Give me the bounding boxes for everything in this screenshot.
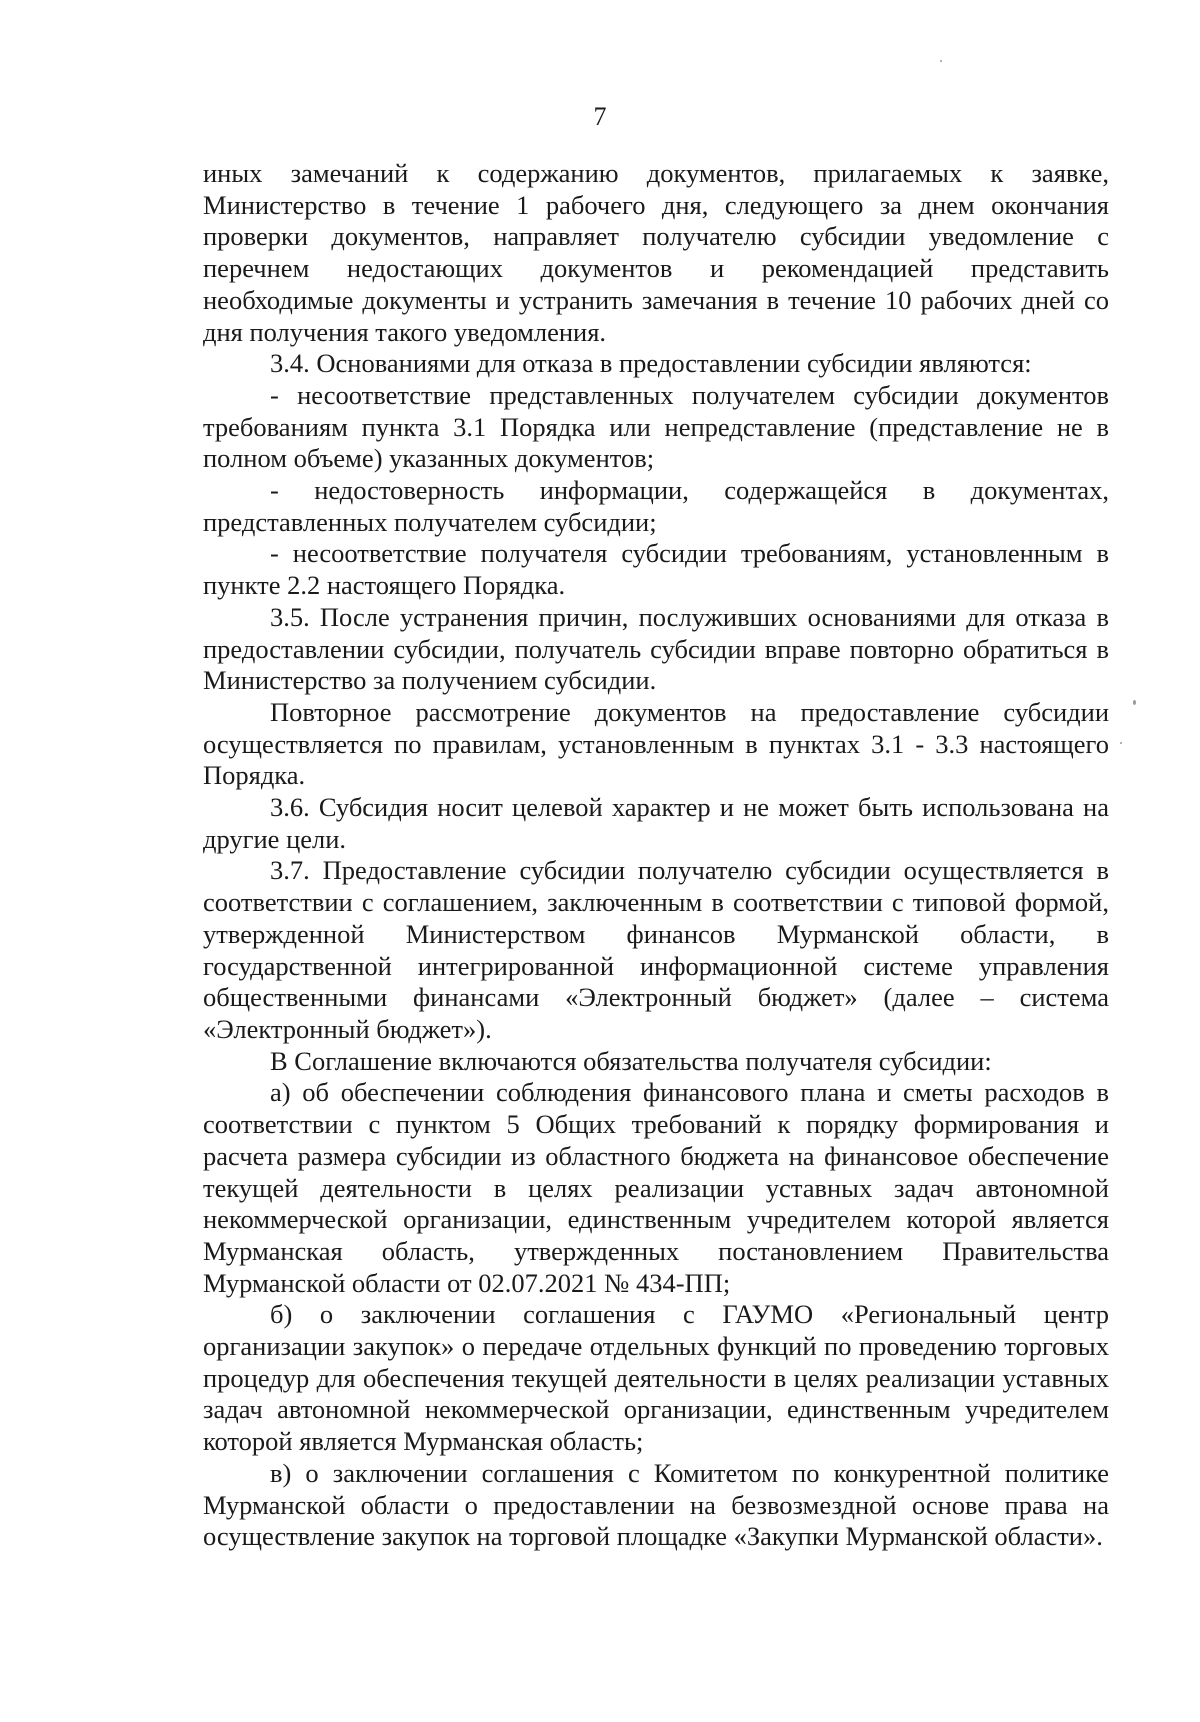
list-item-a: а) об обеспечении соблюдения финансового плана и сметы расходов в соответствии с пунктом 5 Общих требований к порядку формирования и расчета размера субсидии из областного бюджета на финансовое обеспечение текущей деятельности в целях реализации уставных задач автономной некоммерческой организации, единственным учредителем которой является Мурманская область, утвержденных постановлением Правительства Мурманской области от 02.07.2021 № 434-ПП;: [203, 1077, 1109, 1298]
list-item-nonconformity-recipient: - несоответствие получателя субсидии требованиям, установленным в пункте 2.2 настоящего Порядка.: [203, 538, 1109, 601]
scan-speck: [1120, 742, 1122, 744]
document-body: [203, 158, 1109, 1553]
page-number: 7: [593, 102, 607, 131]
paragraph-3-7: 3.7. Предоставление субсидии получателю субсидии осуществляется в соответствии с соглашением, заключенным в соответствии с типовой формой, утвержденной Министерством финансов Мурманской области, в государственной интегрированной информационной системе управления общественными финансами «Электронный бюджет» (далее – система «Электронный бюджет»).: [203, 855, 1109, 1044]
list-item-unreliable-information: - недостоверность информации, содержащейся в документах, представленных получателем субсидии;: [203, 475, 1109, 537]
list-item-nonconformity-documents: - несоответствие представленных получателем субсидии документов требованиям пункта 3.1 Порядка или непредставление (представление не в полном объеме) указанных документов;: [203, 379, 1109, 474]
paragraph-continuation: иных замечаний к содержанию документов, прилагаемых к заявке, Министерство в течение 1 рабочего дня, следующего за днем окончания проверки документов, направляет получателю субсидии уведомление с перечнем недостающих документов и рекомендацией представить необходимые документы и устранить замечания в течение 10 рабочих дней со дня получения такого уведомления.: [203, 158, 1109, 347]
paragraph-3-4: 3.4. Основаниями для отказа в предоставлении субсидии являются:: [270, 348, 1032, 379]
scan-speck: [1133, 700, 1136, 705]
paragraph-agreement-obligations: В Соглашение включаются обязательства получателя субсидии:: [270, 1045, 992, 1076]
scan-speck: [940, 60, 942, 62]
list-item-v: в) о заключении соглашения с Комитетом по конкурентной политике Мурманской области о предоставлении на безвозмездной основе права на осуществление закупок на торговой площадке «Закупки Мурманской области».: [203, 1457, 1109, 1552]
paragraph-3-5: 3.5. После устранения причин, послуживших основаниями для отказа в предоставлении субсидии, получатель субсидии вправе повторно обратиться в Министерство за получением субсидии.: [203, 601, 1109, 696]
paragraph-repeat-review: Повторное рассмотрение документов на предоставление субсидии осуществляется по правилам, установленным в пунктах 3.1 - 3.3 настоящего Порядка.: [203, 696, 1109, 791]
paragraph-3-6: 3.6. Субсидия носит целевой характер и не может быть использована на другие цели.: [203, 792, 1109, 854]
list-item-b: б) о заключении соглашения с ГАУМО «Региональный центр организации закупок» о передаче отдельных функций по проведению торговых процедур для обеспечения текущей деятельности в целях реализации уставных задач автономной некоммерческой организации, единственным учредителем которой является Мурманская область;: [203, 1299, 1109, 1457]
